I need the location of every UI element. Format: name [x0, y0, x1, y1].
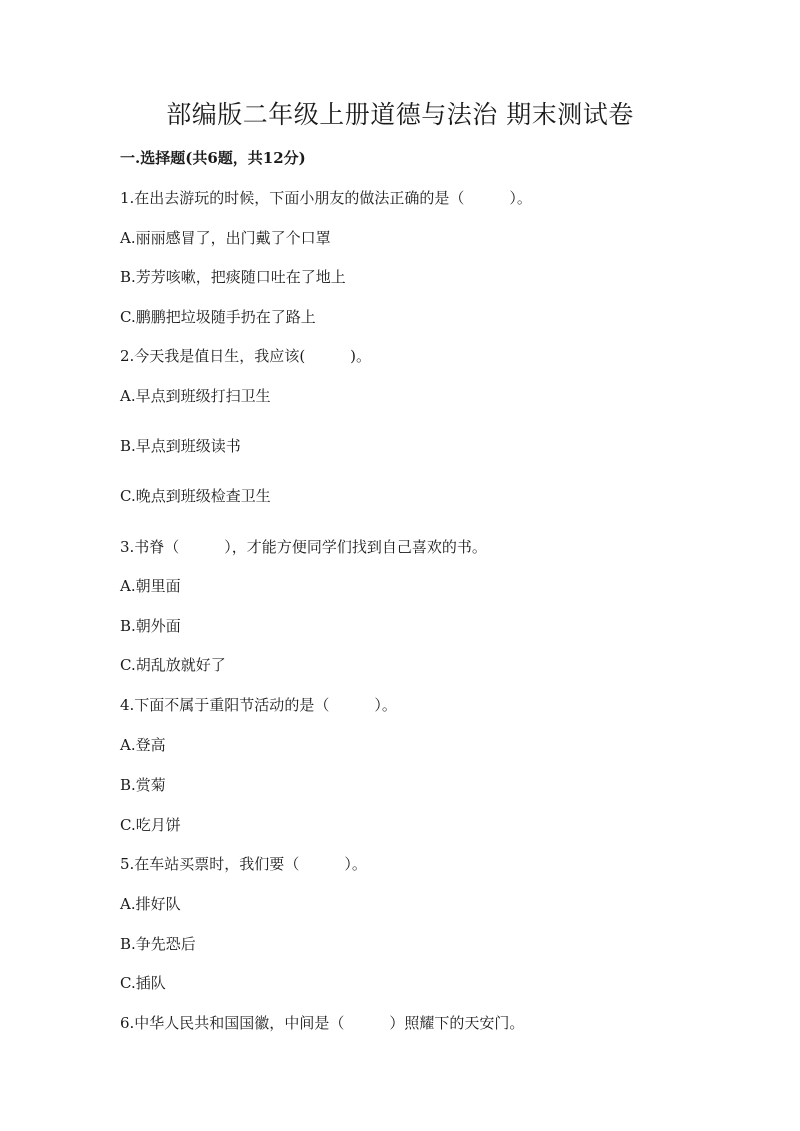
question-5-option-c: C.插队: [120, 974, 166, 992]
page-title: 部编版二年级上册道德与法治 期末测试卷: [166, 100, 634, 129]
question-5-option-a: A.排好队: [120, 895, 181, 913]
question-1-option-a: A.丽丽感冒了，出门戴了个口罩: [120, 229, 331, 247]
question-2-stem: 2.今天我是值日生，我应该( )。: [120, 347, 372, 365]
question-2-option-b: B.早点到班级读书: [120, 437, 241, 455]
question-5-option-b: B.争先恐后: [120, 935, 196, 953]
question-4-stem: 4.下面不属于重阳节活动的是（ ）。: [120, 696, 397, 714]
question-4-option-a: A.登高: [120, 736, 166, 754]
question-3-option-a: A.朝里面: [120, 577, 181, 595]
question-6-stem: 6.中华人民共和国国徽，中间是（ ）照耀下的天安门。: [120, 1014, 525, 1032]
question-1-option-c: C.鹏鹏把垃圾随手扔在了路上: [120, 308, 316, 326]
section-heading: 一.选择题(共6题，共12分): [120, 149, 306, 167]
question-1-stem: 1.在出去游玩的时候，下面小朋友的做法正确的是（ ）。: [120, 189, 532, 207]
question-4-option-b: B.赏菊: [120, 776, 166, 794]
question-3-option-c: C.胡乱放就好了: [120, 656, 226, 674]
question-3-stem: 3.书脊（ ），才能方便同学们找到自己喜欢的书。: [120, 538, 487, 556]
question-4-option-c: C.吃月饼: [120, 816, 181, 834]
question-2-option-a: A.早点到班级打扫卫生: [120, 387, 271, 405]
question-5-stem: 5.在车站买票时，我们要（ ）。: [120, 855, 367, 873]
question-1-option-b: B.芳芳咳嗽，把痰随口吐在了地上: [120, 268, 346, 286]
question-2-option-c: C.晚点到班级检查卫生: [120, 487, 271, 505]
question-3-option-b: B.朝外面: [120, 617, 181, 635]
